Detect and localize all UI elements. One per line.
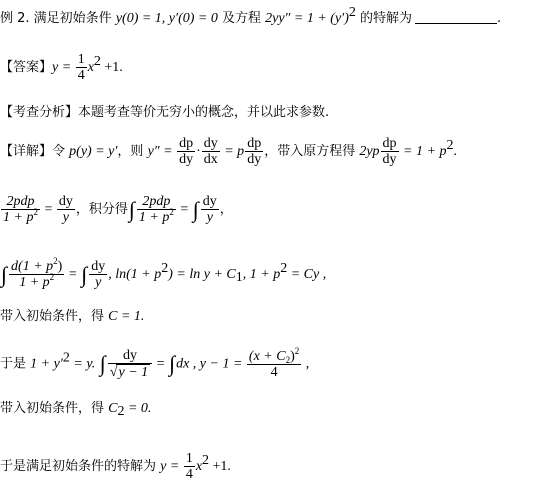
step3-text: 带入初始条件，得 bbox=[0, 309, 109, 324]
integral-sign: ∫ bbox=[81, 261, 88, 287]
separation-line bbox=[0, 194, 233, 225]
detail-frac-4 bbox=[381, 136, 399, 167]
detail-frac-2-den: dx bbox=[203, 152, 218, 167]
answer-frac-den: 4 bbox=[77, 68, 85, 83]
step4-end: , bbox=[302, 356, 310, 372]
detail-frac-3 bbox=[245, 136, 263, 167]
step4-c2-sub: 2 bbox=[285, 354, 291, 365]
answer-exp: 2 bbox=[93, 54, 101, 69]
integ-cy: , 1 + p bbox=[242, 267, 281, 282]
detail-line: 【详解】令 p(y) = y′，则 y″ = $\frac{dp}{dy}$ · $\frac{dy}{dx}$ = p $\frac{dp}{dy}$ ，带入原方程得 2yp $\frac{dp}{dy}$ = $1 + p^2$. bbox=[0, 136, 457, 167]
detail-exp: 2 bbox=[446, 138, 454, 153]
sep-frac-2-num: dy bbox=[58, 194, 73, 209]
answer-tail: +1. bbox=[100, 60, 123, 75]
answer-label: 【答案】 bbox=[0, 60, 53, 75]
step4-m1b: = y. bbox=[69, 356, 99, 372]
problem-suffix: 的特解为 bbox=[355, 11, 413, 26]
final-text: 于是满足初始条件的特解为 bbox=[0, 459, 161, 474]
sqrt-sign: √y − 1 bbox=[109, 365, 149, 380]
step4-e1: 2 bbox=[62, 350, 70, 366]
sep-frac-1-exp: 2 bbox=[33, 207, 38, 217]
detail-frac-4-num: dp bbox=[382, 136, 397, 151]
answer-fraction bbox=[76, 52, 87, 83]
integ-frac-1 bbox=[9, 256, 64, 290]
sep-frac-2-den: y bbox=[62, 210, 69, 225]
answer-blank bbox=[415, 10, 497, 24]
problem-exp: 2 bbox=[348, 5, 356, 20]
detail-frac-1-den: dy bbox=[179, 152, 194, 167]
step4-frac-1-num: dy bbox=[108, 348, 152, 364]
integ-c1-sub: 1 bbox=[235, 270, 243, 285]
sep-frac-2 bbox=[57, 194, 75, 225]
step4-m1: 1 + y′ bbox=[30, 356, 63, 372]
sep-frac-3-exp: 2 bbox=[169, 207, 174, 217]
step4-frac-2-exp: 2 bbox=[294, 345, 300, 356]
problem-end: . bbox=[497, 11, 502, 26]
step5-math2: = 0. bbox=[124, 401, 152, 416]
analysis-line bbox=[0, 104, 329, 122]
step4-line bbox=[0, 345, 310, 380]
final-lhs: y = bbox=[160, 459, 183, 474]
step4-frac-1 bbox=[108, 348, 152, 380]
step4-frac-2-num: (x + C bbox=[248, 348, 286, 364]
final-fraction bbox=[184, 451, 195, 482]
detail-ling: 令 bbox=[52, 144, 70, 159]
answer-x: x bbox=[87, 60, 94, 75]
step4-eq: = bbox=[153, 356, 169, 372]
integ-frac-2-num: dy bbox=[91, 259, 106, 274]
step3-math: C = 1. bbox=[108, 309, 145, 324]
integ-frac-1-num: d(1 + p bbox=[11, 259, 54, 274]
answer-lhs: y = bbox=[52, 60, 75, 75]
sep-eq: = bbox=[40, 202, 56, 217]
step4-frac-2 bbox=[247, 345, 301, 380]
detail-end: . bbox=[453, 144, 457, 159]
integ-frac-1-num-exp: 2 bbox=[53, 256, 58, 266]
integ-ln: , ln(1 + p bbox=[108, 267, 162, 282]
integral-sign: ∫ bbox=[169, 351, 176, 376]
sep-eq-2: = bbox=[176, 202, 192, 217]
detail-ypp: y″ = bbox=[147, 144, 177, 159]
answer-line bbox=[0, 52, 123, 83]
detail-rhs: = 1 + p bbox=[399, 144, 447, 159]
sep-jifen: ，积分得 bbox=[75, 202, 128, 217]
analysis-text: 本题考查等价无穷小的概念，并以此求参数. bbox=[78, 105, 330, 120]
problem-equation: 2yy″ = 1 + (y′) bbox=[265, 11, 349, 26]
step5-line bbox=[0, 400, 151, 418]
detail-2yp: 2yp bbox=[359, 144, 380, 159]
integ-cy-rhs: = Cy , bbox=[287, 267, 327, 282]
sep-frac-1-num: 2pdp bbox=[1, 194, 40, 210]
detail-ze: ，则 bbox=[117, 144, 148, 159]
step4-frac-2-den: 4 bbox=[270, 364, 278, 380]
integral-sign: ∫ bbox=[128, 196, 135, 222]
integ-frac-1-den: 1 + p bbox=[19, 275, 50, 290]
integral-sign: ∫ bbox=[1, 261, 8, 287]
problem-prefix: 例 2. 满足初始条件 bbox=[0, 11, 116, 26]
step4-close: ) bbox=[290, 348, 295, 364]
final-x: x bbox=[195, 459, 203, 474]
integral-sign: ∫ bbox=[99, 351, 106, 376]
step3-line bbox=[0, 308, 144, 326]
integ-ln-exp: 2 bbox=[161, 261, 169, 276]
detail-frac-2-num: dy bbox=[203, 136, 218, 151]
sep-frac-4-num: dy bbox=[202, 194, 217, 209]
sep-frac-3 bbox=[137, 194, 176, 225]
integ-frac-2-den: y bbox=[95, 275, 102, 290]
answer-frac-num: 1 bbox=[77, 52, 85, 67]
detail-eqp: = p bbox=[220, 144, 245, 159]
detail-frac-3-den: dy bbox=[247, 152, 262, 167]
sep-frac-4 bbox=[201, 194, 219, 225]
final-exp: 2 bbox=[202, 453, 210, 468]
step5-math: C bbox=[108, 401, 118, 416]
sep-frac-3-den: 1 + p bbox=[138, 210, 170, 225]
final-tail: +1. bbox=[209, 459, 231, 474]
integ-ln-rhs: ) = ln y + C bbox=[168, 267, 236, 282]
step4-radicand: y − 1 bbox=[118, 365, 149, 380]
detail-dairu: ，带入原方程得 bbox=[264, 144, 360, 159]
detail-frac-4-den: dy bbox=[382, 152, 397, 167]
problem-mid: 及方程 bbox=[217, 11, 266, 26]
integral-sign: ∫ bbox=[192, 196, 199, 222]
detail-substitution: p(y) = y′ bbox=[69, 144, 118, 159]
step4-dx: dx , y − 1 = bbox=[176, 356, 246, 372]
integration-line: ∫ $\frac{d(1 + p^2)}{1 + p^2}$ = ∫ $\frac{dy}{y}$ , $\ln(1 + p^2) = \ln y + C_1$, $1 + p^2 = Cy$ , bbox=[1, 256, 327, 290]
initial-conditions: y(0) = 1, y′(0) = 0 bbox=[115, 11, 218, 26]
detail-frac-2 bbox=[202, 136, 220, 167]
detail-label: 【详解】 bbox=[0, 144, 53, 159]
integ-cy-exp: 2 bbox=[280, 261, 288, 276]
integ-frac-1-den-exp: 2 bbox=[49, 272, 55, 282]
integ-frac-2 bbox=[89, 259, 107, 290]
sep-frac-1-den: 1 + p bbox=[3, 210, 34, 225]
final-frac-num: 1 bbox=[185, 451, 193, 466]
step4-pre: 于是 bbox=[0, 356, 31, 372]
final-line bbox=[0, 451, 231, 482]
step5-text: 带入初始条件，得 bbox=[0, 401, 109, 416]
sep-frac-4-den: y bbox=[206, 210, 213, 225]
detail-frac-1-num: dp bbox=[179, 136, 194, 151]
analysis-label: 【考查分析】 bbox=[0, 105, 79, 120]
problem-statement bbox=[0, 5, 502, 28]
sep-frac-3-num: 2pdp bbox=[137, 194, 176, 210]
final-frac-den: 4 bbox=[185, 467, 193, 482]
sep-end: ， bbox=[219, 202, 233, 217]
sep-frac-1 bbox=[1, 194, 40, 225]
detail-frac-1 bbox=[177, 136, 195, 167]
integ-frac-1-num-close: ) bbox=[57, 259, 63, 274]
step5-sub: 2 bbox=[117, 404, 125, 419]
detail-frac-3-num: dp bbox=[247, 136, 262, 151]
